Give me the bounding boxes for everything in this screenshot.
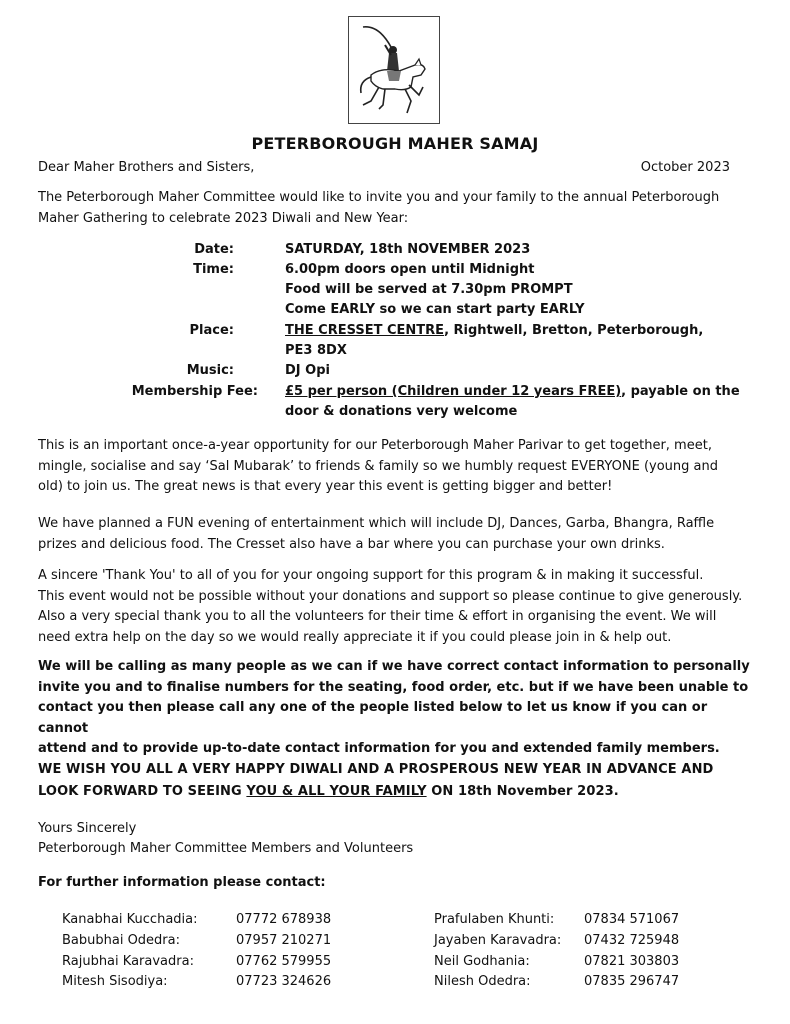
time-label: Time: [193,262,234,277]
wishes-line: WE WISH YOU ALL A VERY HAPPY DIWALI AND A PROSPEROUS NEW YEAR IN ADVANCE AND [38,762,714,777]
paragraph-line: old) to join us. The great news is that every year this event is getting bigger and better! [38,479,613,494]
greeting: Dear Maher Brothers and Sisters, [38,160,255,175]
contact-name: Kanabhai Kucchadia: [62,912,198,927]
time-line: Food will be served at 7.30pm PROMPT [285,282,573,297]
paragraph-line: attend and to provide up-to-date contact information for you and extended family members. [38,741,720,756]
fee-amount: £5 per person (Children under 12 years FREE) [285,384,622,399]
paragraph-line: invite you and to finalise numbers for the seating, food order, etc. but if we have been unable to [38,679,749,695]
contact-phone: 07432 725948 [584,933,680,948]
paragraph-line: need extra help on the day so we would really appreciate it if you could please join in & help out. [38,629,672,645]
time-line: Come EARLY so we can start party EARLY [285,302,585,317]
contact-phone: 07821 303803 [584,954,680,969]
contact-name: Mitesh Sisodiya: [62,974,168,989]
wishes-text: ON 18th November 2023. [426,784,619,799]
contact-phone: 07772 678938 [236,912,332,927]
paragraph-line: This event would not be possible without your donations and support so please continue to give generously. [38,588,743,604]
wishes-text: LOOK FORWARD TO SEEING [38,784,247,799]
signature: Peterborough Maher Committee Members and Volunteers [38,841,414,856]
intro-line: Maher Gathering to celebrate 2023 Diwali and New Year: [38,210,409,226]
date-value: SATURDAY, 18th NOVEMBER 2023 [285,242,531,257]
paragraph-line: mingle, socialise and say ‘Sal Mubarak’ to friends & family so we humbly request EVERYONE (young and [38,458,718,474]
music-value: DJ Opi [285,363,330,378]
horseman-with-sword-icon [349,17,439,123]
paragraph-calling [38,657,760,760]
contact-phone: 07835 296747 [584,974,680,989]
fee-value [285,382,740,403]
contact-name: Prafulaben Khunti: [434,912,555,927]
paragraph-line: This is an important once-a-year opportunity for our Peterborough Maher Parivar to get together, meet, [38,438,712,453]
contact-phone: 07723 324626 [236,974,332,989]
fee-rest: , payable on the [621,384,740,399]
contact-heading: For further information please contact: [38,875,326,890]
place-value [285,321,703,342]
logo [348,16,440,124]
venue-name: THE CRESSET CENTRE [285,323,445,338]
contact-name: Rajubhai Karavadra: [62,954,194,969]
signoff: Yours Sincerely [38,821,137,836]
paragraph-line: A sincere 'Thank You' to all of you for your ongoing support for this program & in making it successful. [38,568,704,583]
paragraph-line: contact you then please call any one of the people listed below to let us know if you can or cannot [38,700,708,736]
paragraph-line: Also a very special thank you to all the volunteers for their time & effort in organising the event. We will [38,609,717,624]
place-label: Place: [189,323,234,338]
intro-paragraph [38,188,760,229]
contact-name: Neil Godhania: [434,954,530,969]
page-title: PETERBOROUGH MAHER SAMAJ [251,134,539,153]
intro-line: The Peterborough Maher Committee would like to invite you and your family to the annual Peterborough [38,190,720,205]
contact-name: Nilesh Odedra: [434,974,531,989]
paragraph-entertainment [38,514,760,555]
fee-line2: door & donations very welcome [285,404,518,419]
wishes-paragraph [38,759,760,803]
time-line: 6.00pm doors open until Midnight [285,262,535,277]
contact-phone: 07834 571067 [584,912,680,927]
date-label: Date: [194,242,234,257]
contact-phone: 07762 579955 [236,954,332,969]
paragraph-line: We will be calling as many people as we can if we have correct contact information to personally [38,659,750,674]
wishes-line [38,781,760,803]
letter-date: October 2023 [640,160,730,175]
paragraph-line: We have planned a FUN evening of entertainment which will include DJ, Dances, Garba, Bhangra, Raffle [38,516,715,531]
paragraph-opportunity [38,436,760,498]
wishes-emphasis: YOU & ALL YOUR FAMILY [246,784,427,799]
music-label: Music: [186,363,234,378]
venue-address: , Rightwell, Bretton, Peterborough, [444,323,704,338]
place-postcode: PE3 8DX [285,343,347,358]
paragraph-line: prizes and delicious food. The Cresset also have a bar where you can purchase your own drinks. [38,536,665,552]
paragraph-thank-you [38,566,760,648]
contact-name: Babubhai Odedra: [62,933,181,948]
fee-label: Membership Fee: [131,384,258,399]
contact-phone: 07957 210271 [236,933,332,948]
contact-name: Jayaben Karavadra: [434,933,562,948]
